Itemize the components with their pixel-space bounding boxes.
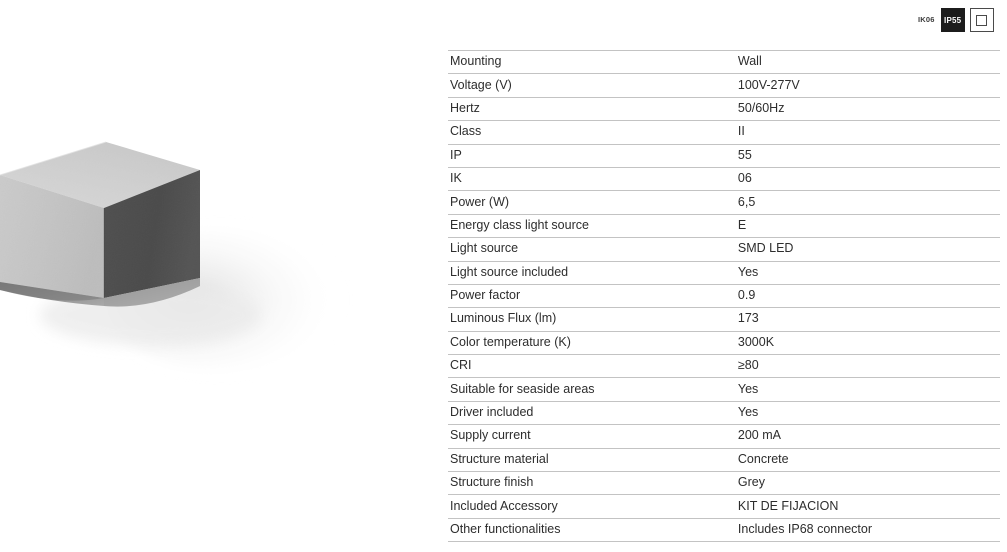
specification-table-body: [448, 51, 1000, 542]
class-two-symbol-badge: [970, 8, 994, 32]
spec-label: Color temperature (K): [448, 331, 736, 354]
table-row: [448, 74, 1000, 97]
table-row: [448, 214, 1000, 237]
concrete-cube-lamp-illustration: [0, 110, 420, 390]
spec-value: Yes: [736, 261, 1000, 284]
table-row: [448, 355, 1000, 378]
class-two-inner-square-icon: [976, 15, 987, 26]
table-row: [448, 331, 1000, 354]
spec-value: Yes: [736, 378, 1000, 401]
table-row: [448, 425, 1000, 448]
spec-value: KIT DE FIJACION: [736, 495, 1000, 518]
rating-badge-strip: [918, 7, 994, 33]
spec-value: 3000K: [736, 331, 1000, 354]
table-row: [448, 97, 1000, 120]
ik-rating-badge: IK06: [918, 15, 935, 25]
spec-label: CRI: [448, 355, 736, 378]
table-row: [448, 167, 1000, 190]
table-row: [448, 495, 1000, 518]
spec-label: Mounting: [448, 51, 736, 74]
table-row: [448, 51, 1000, 74]
spec-label: Structure finish: [448, 472, 736, 495]
table-row: [448, 191, 1000, 214]
spec-label: Light source: [448, 238, 736, 261]
table-row: [448, 472, 1000, 495]
spec-label: Power (W): [448, 191, 736, 214]
spec-label: Hertz: [448, 97, 736, 120]
table-row: [448, 448, 1000, 471]
spec-label: Class: [448, 121, 736, 144]
spec-label: Luminous Flux (lm): [448, 308, 736, 331]
spec-value: 100V-277V: [736, 74, 1000, 97]
spec-label: Structure material: [448, 448, 736, 471]
spec-value: 0.9: [736, 284, 1000, 307]
spec-label: Energy class light source: [448, 214, 736, 237]
spec-value: 06: [736, 167, 1000, 190]
spec-value: Concrete: [736, 448, 1000, 471]
spec-value: 55: [736, 144, 1000, 167]
product-image: [0, 110, 420, 390]
spec-value: 173: [736, 308, 1000, 331]
spec-label: Power factor: [448, 284, 736, 307]
table-row: [448, 144, 1000, 167]
table-row: [448, 284, 1000, 307]
spec-value: Yes: [736, 401, 1000, 424]
table-row: [448, 238, 1000, 261]
spec-label: Voltage (V): [448, 74, 736, 97]
spec-value: Wall: [736, 51, 1000, 74]
spec-value: Includes IP68 connector: [736, 518, 1000, 541]
specification-table: [448, 50, 1000, 542]
spec-label: Supply current: [448, 425, 736, 448]
spec-label: IK: [448, 167, 736, 190]
spec-label: Suitable for seaside areas: [448, 378, 736, 401]
table-row: [448, 121, 1000, 144]
table-row: [448, 401, 1000, 424]
spec-value: 6,5: [736, 191, 1000, 214]
spec-value: E: [736, 214, 1000, 237]
spec-value: Grey: [736, 472, 1000, 495]
spec-value: 200 mA: [736, 425, 1000, 448]
spec-label: IP: [448, 144, 736, 167]
table-row: [448, 518, 1000, 541]
table-row: [448, 261, 1000, 284]
table-row: [448, 378, 1000, 401]
spec-value: II: [736, 121, 1000, 144]
spec-label: Included Accessory: [448, 495, 736, 518]
spec-value: SMD LED: [736, 238, 1000, 261]
spec-value: 50/60Hz: [736, 97, 1000, 120]
spec-value: ≥80: [736, 355, 1000, 378]
ip-rating-badge: IP55: [941, 8, 965, 32]
spec-label: Driver included: [448, 401, 736, 424]
spec-label: Light source included: [448, 261, 736, 284]
spec-label: Other functionalities: [448, 518, 736, 541]
table-row: [448, 308, 1000, 331]
